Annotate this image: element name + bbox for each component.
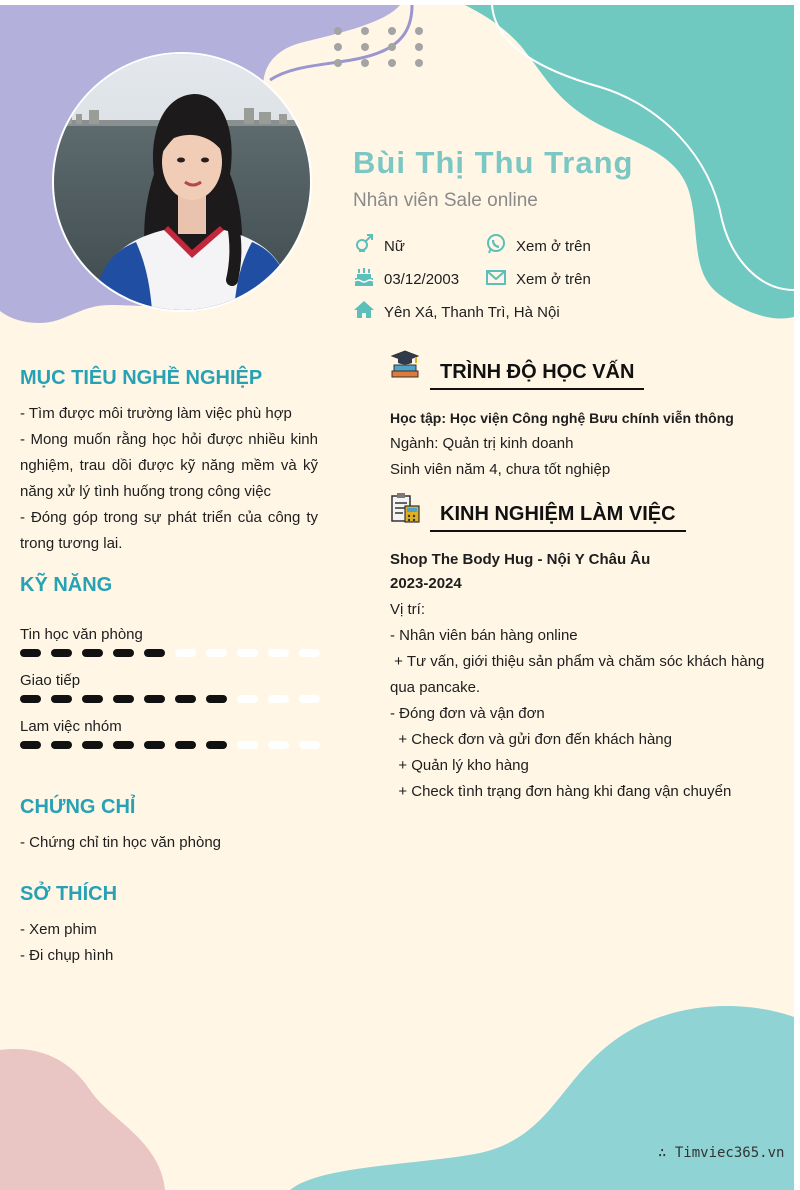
skill-pip-empty bbox=[175, 649, 196, 657]
skill-pip-filled bbox=[20, 649, 41, 657]
skill-pip-filled bbox=[51, 741, 72, 749]
certificate-item: - Chứng chỉ tin học văn phòng bbox=[20, 834, 221, 851]
skill-pip-filled bbox=[113, 695, 134, 703]
skill-label: Giao tiếp bbox=[20, 672, 81, 689]
graduation-cap-books-icon bbox=[389, 349, 421, 381]
experience-line: + Tư vấn, giới thiệu sản phẩm và chăm sóc khách hàng qua pancake. bbox=[390, 653, 769, 696]
objective-line: - Mong muốn rằng học hỏi được nhiều kinh nghiệm, trau dồi được kỹ năng mềm và kỹ năng xử lý tình huống trong công việc bbox=[20, 431, 318, 500]
experience-duties bbox=[390, 597, 780, 805]
skill-pip-filled bbox=[144, 741, 165, 749]
education-title: TRÌNH ĐỘ HỌC VẤN bbox=[430, 361, 644, 390]
skill-pip-filled bbox=[82, 695, 103, 703]
objective-line: - Đóng góp trong sự phát triển của công ty trong tương lai. bbox=[20, 509, 318, 552]
skill-bar bbox=[20, 740, 320, 750]
experience-line: Vị trí: bbox=[390, 601, 426, 618]
clipboard-calculator-icon bbox=[389, 492, 421, 524]
skill-pip-filled bbox=[82, 649, 103, 657]
birthday-cake-icon bbox=[353, 266, 375, 288]
certificates-title: CHỨNG CHỈ bbox=[20, 796, 136, 818]
experience-period: 2023-2024 bbox=[390, 575, 462, 592]
email-value[interactable]: Xem ở trên bbox=[516, 271, 591, 288]
objective-title: MỤC TIÊU NGHỀ NGHIỆP bbox=[20, 367, 263, 389]
skill-label: Tin học văn phòng bbox=[20, 626, 143, 643]
hobby-item: - Đi chụp hình bbox=[20, 947, 114, 964]
hobbies-title: SỞ THÍCH bbox=[20, 883, 118, 905]
pink-blob bbox=[0, 1049, 165, 1190]
skill-label: Lam việc nhóm bbox=[20, 718, 122, 735]
certificates-body bbox=[20, 830, 318, 856]
skill-pip-filled bbox=[206, 741, 227, 749]
home-icon bbox=[353, 299, 375, 321]
skill-pip-empty bbox=[299, 695, 320, 703]
hobby-item: - Xem phim bbox=[20, 921, 97, 938]
experience-body bbox=[390, 548, 780, 596]
skill-pip-filled bbox=[51, 695, 72, 703]
avatar bbox=[52, 52, 312, 312]
cv-page bbox=[0, 5, 794, 1190]
skill-pip-filled bbox=[82, 741, 103, 749]
skill-pip-filled bbox=[175, 695, 196, 703]
skill-bar bbox=[20, 694, 320, 704]
skill-pip-empty bbox=[237, 741, 258, 749]
objective-line: - Tìm được môi trường làm việc phù hợp bbox=[20, 405, 292, 422]
education-body bbox=[390, 405, 780, 483]
skill-pip-filled bbox=[175, 741, 196, 749]
skill-pip-empty bbox=[206, 649, 227, 657]
skill-pip-empty bbox=[268, 695, 289, 703]
skill-pip-filled bbox=[113, 741, 134, 749]
skill-pip-filled bbox=[206, 695, 227, 703]
skill-pip-empty bbox=[299, 649, 320, 657]
envelope-icon bbox=[485, 266, 507, 288]
objective-body bbox=[20, 401, 318, 557]
skill-bar bbox=[20, 648, 320, 658]
experience-line: + Check tình trạng đơn hàng khi đang vận chuyển bbox=[390, 783, 732, 800]
skill-pip-filled bbox=[20, 695, 41, 703]
education-major: Ngành: Quản trị kinh doanh bbox=[390, 435, 574, 452]
experience-title: KINH NGHIỆM LÀM VIỆC bbox=[430, 503, 686, 532]
experience-line: + Quản lý kho hàng bbox=[390, 757, 529, 774]
education-school: Học tập: Học viện Công nghệ Bưu chính viễn thông bbox=[390, 410, 734, 426]
skill-pip-empty bbox=[268, 741, 289, 749]
experience-line: - Đóng đơn và vận đơn bbox=[390, 705, 545, 722]
whatsapp-phone-icon bbox=[485, 233, 507, 255]
address-value: Yên Xá, Thanh Trì, Hà Nội bbox=[384, 304, 560, 321]
job-title: Nhân viên Sale online bbox=[353, 190, 538, 211]
skill-pip-filled bbox=[20, 741, 41, 749]
candidate-name: Bùi Thị Thu Trang bbox=[353, 145, 634, 180]
skill-pip-filled bbox=[113, 649, 134, 657]
gender-value: Nữ bbox=[384, 238, 405, 255]
phone-value[interactable]: Xem ở trên bbox=[516, 238, 591, 255]
birthday-value: 03/12/2003 bbox=[384, 271, 460, 288]
hobbies-body bbox=[20, 917, 318, 969]
skill-pip-filled bbox=[144, 649, 165, 657]
skill-pip-empty bbox=[237, 649, 258, 657]
skill-pip-filled bbox=[144, 695, 165, 703]
skill-pip-empty bbox=[268, 649, 289, 657]
teal-blob-bottom bbox=[290, 1006, 794, 1190]
skill-pip-filled bbox=[51, 649, 72, 657]
skill-pip-empty bbox=[237, 695, 258, 703]
experience-line: - Nhân viên bán hàng online bbox=[390, 627, 578, 644]
skill-pip-empty bbox=[299, 741, 320, 749]
footer-brand[interactable]: ∴ Timviec365.vn bbox=[658, 1145, 785, 1161]
gender-female-icon bbox=[353, 233, 375, 255]
skills-title: KỸ NĂNG bbox=[20, 574, 113, 596]
experience-line: + Check đơn và gửi đơn đến khách hàng bbox=[390, 731, 672, 748]
experience-company: Shop The Body Hug - Nội Y Châu Âu bbox=[390, 551, 651, 568]
education-status: Sinh viên năm 4, chưa tốt nghiệp bbox=[390, 461, 611, 478]
